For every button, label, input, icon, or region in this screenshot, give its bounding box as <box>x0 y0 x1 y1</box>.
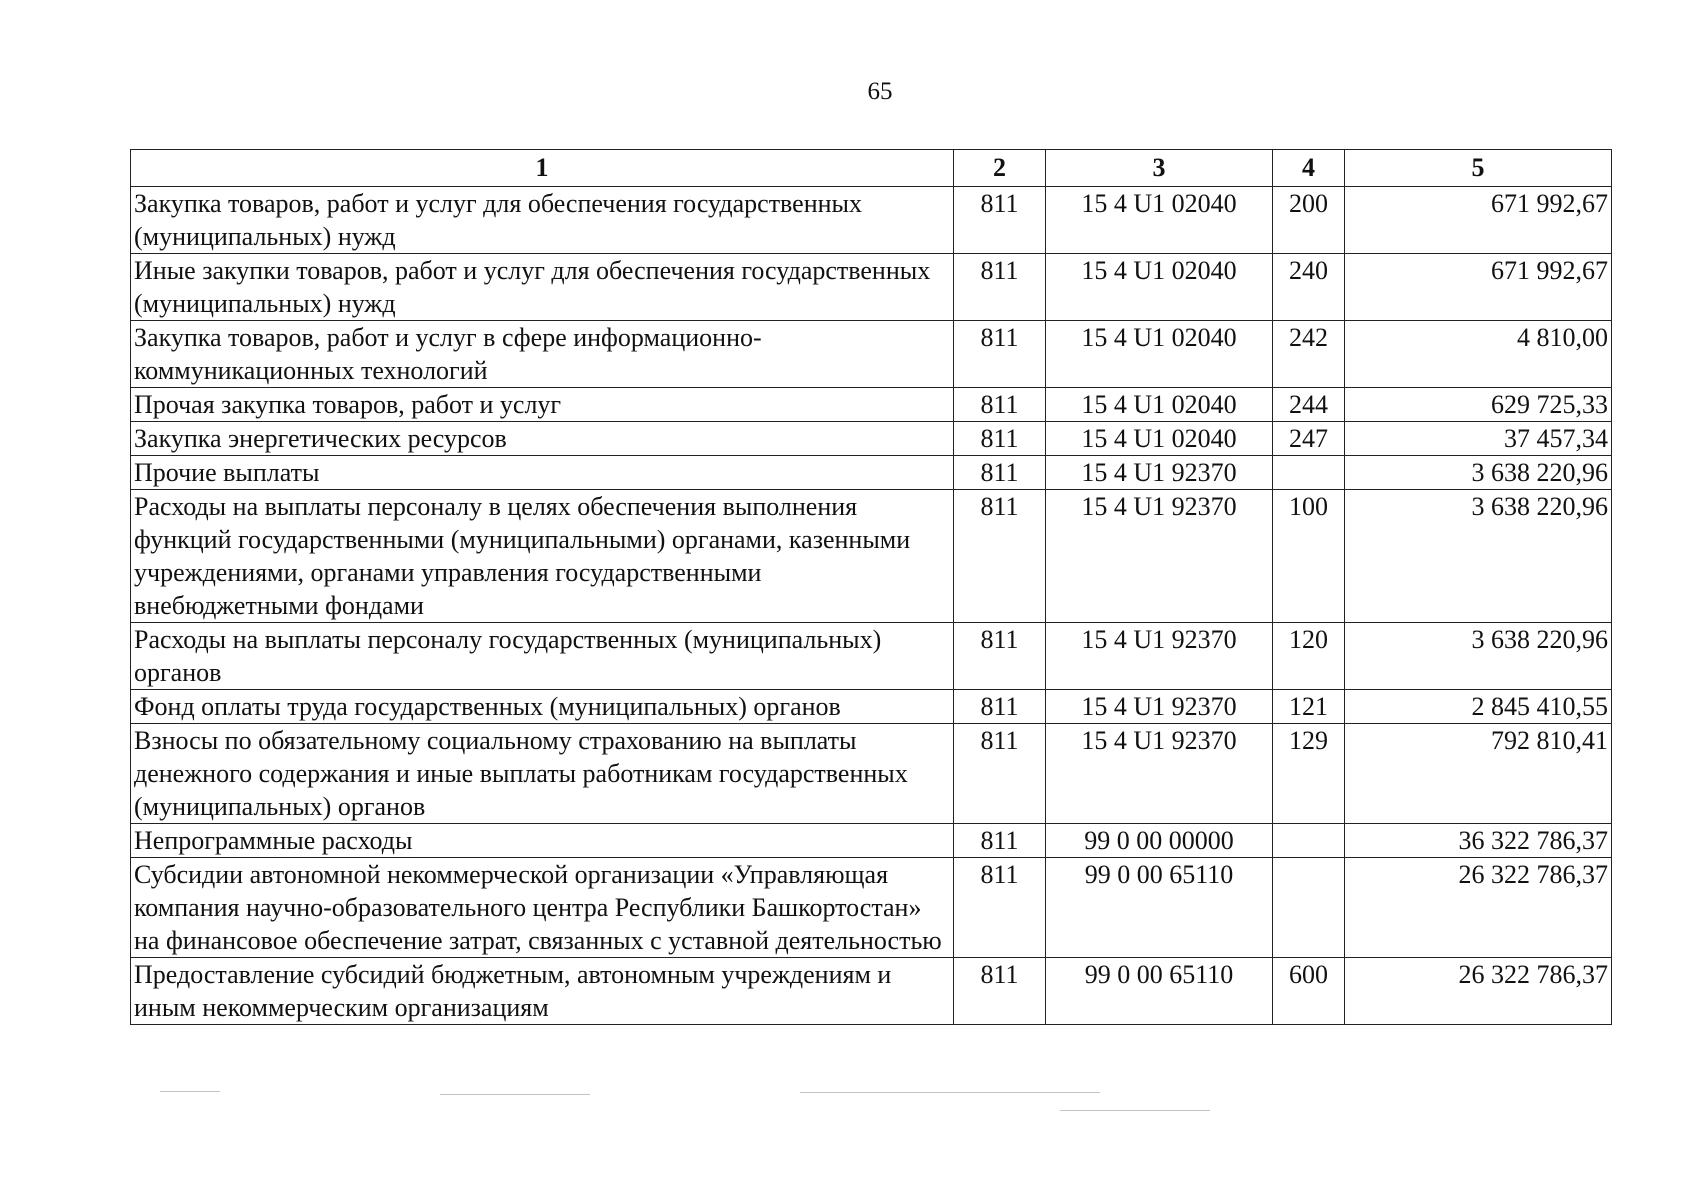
table-row <box>131 958 1612 1025</box>
row-vr <box>1273 456 1345 490</box>
row-csr: 15 4 U1 92370 <box>1046 490 1273 623</box>
table-row <box>131 690 1612 724</box>
header-col-5: 5 <box>1345 150 1612 187</box>
table-row <box>131 321 1612 388</box>
table-row <box>131 254 1612 321</box>
row-vr: 121 <box>1273 690 1345 724</box>
row-sum: 26 322 786,37 <box>1345 958 1612 1025</box>
row-sum: 792 810,41 <box>1345 724 1612 824</box>
header-col-3: 3 <box>1046 150 1273 187</box>
row-sum: 26 322 786,37 <box>1345 858 1612 958</box>
row-sum: 629 725,33 <box>1345 388 1612 422</box>
row-ved: 811 <box>954 958 1046 1025</box>
scan-artifact <box>160 1091 220 1092</box>
scan-artifact <box>800 1092 1100 1093</box>
row-name: Расходы на выплаты персоналу в целях обеспечения выполнения функций государственными (муниципальными) органами, казенными учреждениями, органами управления государственными внебюджетными фондами <box>131 490 954 623</box>
row-ved: 811 <box>954 187 1046 254</box>
row-sum: 4 810,00 <box>1345 321 1612 388</box>
header-col-1: 1 <box>131 150 954 187</box>
table-row <box>131 724 1612 824</box>
row-csr: 15 4 U1 92370 <box>1046 456 1273 490</box>
row-sum: 2 845 410,55 <box>1345 690 1612 724</box>
row-ved: 811 <box>954 824 1046 858</box>
row-sum: 3 638 220,96 <box>1345 623 1612 690</box>
row-name: Закупка товаров, работ и услуг в сфере информационно-коммуникационных технологий <box>131 321 954 388</box>
row-csr: 99 0 00 65110 <box>1046 958 1273 1025</box>
row-name: Прочие выплаты <box>131 456 954 490</box>
scan-artifact <box>440 1094 590 1095</box>
table-row <box>131 490 1612 623</box>
row-ved: 811 <box>954 690 1046 724</box>
header-col-4: 4 <box>1273 150 1345 187</box>
row-vr: 120 <box>1273 623 1345 690</box>
row-ved: 811 <box>954 388 1046 422</box>
row-name: Взносы по обязательному социальному страхованию на выплаты денежного содержания и иные выплаты работникам государственных (муниципальных) органов <box>131 724 954 824</box>
table-row <box>131 388 1612 422</box>
row-sum: 671 992,67 <box>1345 187 1612 254</box>
row-name: Субсидии автономной некоммерческой организации «Управляющая компания научно-образовательного центра Республики Башкортостан» на финансовое обеспечение затрат, связанных с уставной деятельностью <box>131 858 954 958</box>
row-name: Закупка энергетических ресурсов <box>131 422 954 456</box>
row-ved: 811 <box>954 858 1046 958</box>
table-row <box>131 456 1612 490</box>
header-row <box>131 150 1612 187</box>
row-csr: 99 0 00 00000 <box>1046 824 1273 858</box>
row-name: Иные закупки товаров, работ и услуг для обеспечения государственных (муниципальных) нужд <box>131 254 954 321</box>
row-ved: 811 <box>954 254 1046 321</box>
row-vr: 100 <box>1273 490 1345 623</box>
row-name: Фонд оплаты труда государственных (муниципальных) органов <box>131 690 954 724</box>
row-sum: 36 322 786,37 <box>1345 824 1612 858</box>
page-number: 65 <box>867 78 893 105</box>
budget-table <box>130 149 1612 1025</box>
row-vr: 200 <box>1273 187 1345 254</box>
row-csr: 15 4 U1 92370 <box>1046 623 1273 690</box>
row-sum: 37 457,34 <box>1345 422 1612 456</box>
row-ved: 811 <box>954 724 1046 824</box>
table-row <box>131 623 1612 690</box>
row-vr: 242 <box>1273 321 1345 388</box>
row-csr: 99 0 00 65110 <box>1046 858 1273 958</box>
row-csr: 15 4 U1 02040 <box>1046 422 1273 456</box>
row-vr: 240 <box>1273 254 1345 321</box>
row-name: Предоставление субсидий бюджетным, автономным учреждениям и иным некоммерческим организациям <box>131 958 954 1025</box>
row-csr: 15 4 U1 02040 <box>1046 254 1273 321</box>
row-ved: 811 <box>954 321 1046 388</box>
table-row <box>131 422 1612 456</box>
row-name: Непрограммные расходы <box>131 824 954 858</box>
table-row <box>131 824 1612 858</box>
row-csr: 15 4 U1 02040 <box>1046 321 1273 388</box>
row-sum: 3 638 220,96 <box>1345 490 1612 623</box>
row-csr: 15 4 U1 02040 <box>1046 187 1273 254</box>
scan-artifact <box>1060 1110 1210 1111</box>
row-ved: 811 <box>954 490 1046 623</box>
row-csr: 15 4 U1 02040 <box>1046 388 1273 422</box>
row-vr <box>1273 824 1345 858</box>
row-sum: 3 638 220,96 <box>1345 456 1612 490</box>
header-col-2: 2 <box>954 150 1046 187</box>
row-ved: 811 <box>954 422 1046 456</box>
row-name: Закупка товаров, работ и услуг для обеспечения государственных (муниципальных) нужд <box>131 187 954 254</box>
row-vr: 244 <box>1273 388 1345 422</box>
table-row <box>131 858 1612 958</box>
row-vr <box>1273 858 1345 958</box>
row-vr: 129 <box>1273 724 1345 824</box>
row-vr: 247 <box>1273 422 1345 456</box>
table-row <box>131 187 1612 254</box>
row-csr: 15 4 U1 92370 <box>1046 724 1273 824</box>
row-name: Расходы на выплаты персоналу государственных (муниципальных) органов <box>131 623 954 690</box>
row-ved: 811 <box>954 623 1046 690</box>
row-csr: 15 4 U1 92370 <box>1046 690 1273 724</box>
row-sum: 671 992,67 <box>1345 254 1612 321</box>
row-vr: 600 <box>1273 958 1345 1025</box>
row-ved: 811 <box>954 456 1046 490</box>
row-name: Прочая закупка товаров, работ и услуг <box>131 388 954 422</box>
